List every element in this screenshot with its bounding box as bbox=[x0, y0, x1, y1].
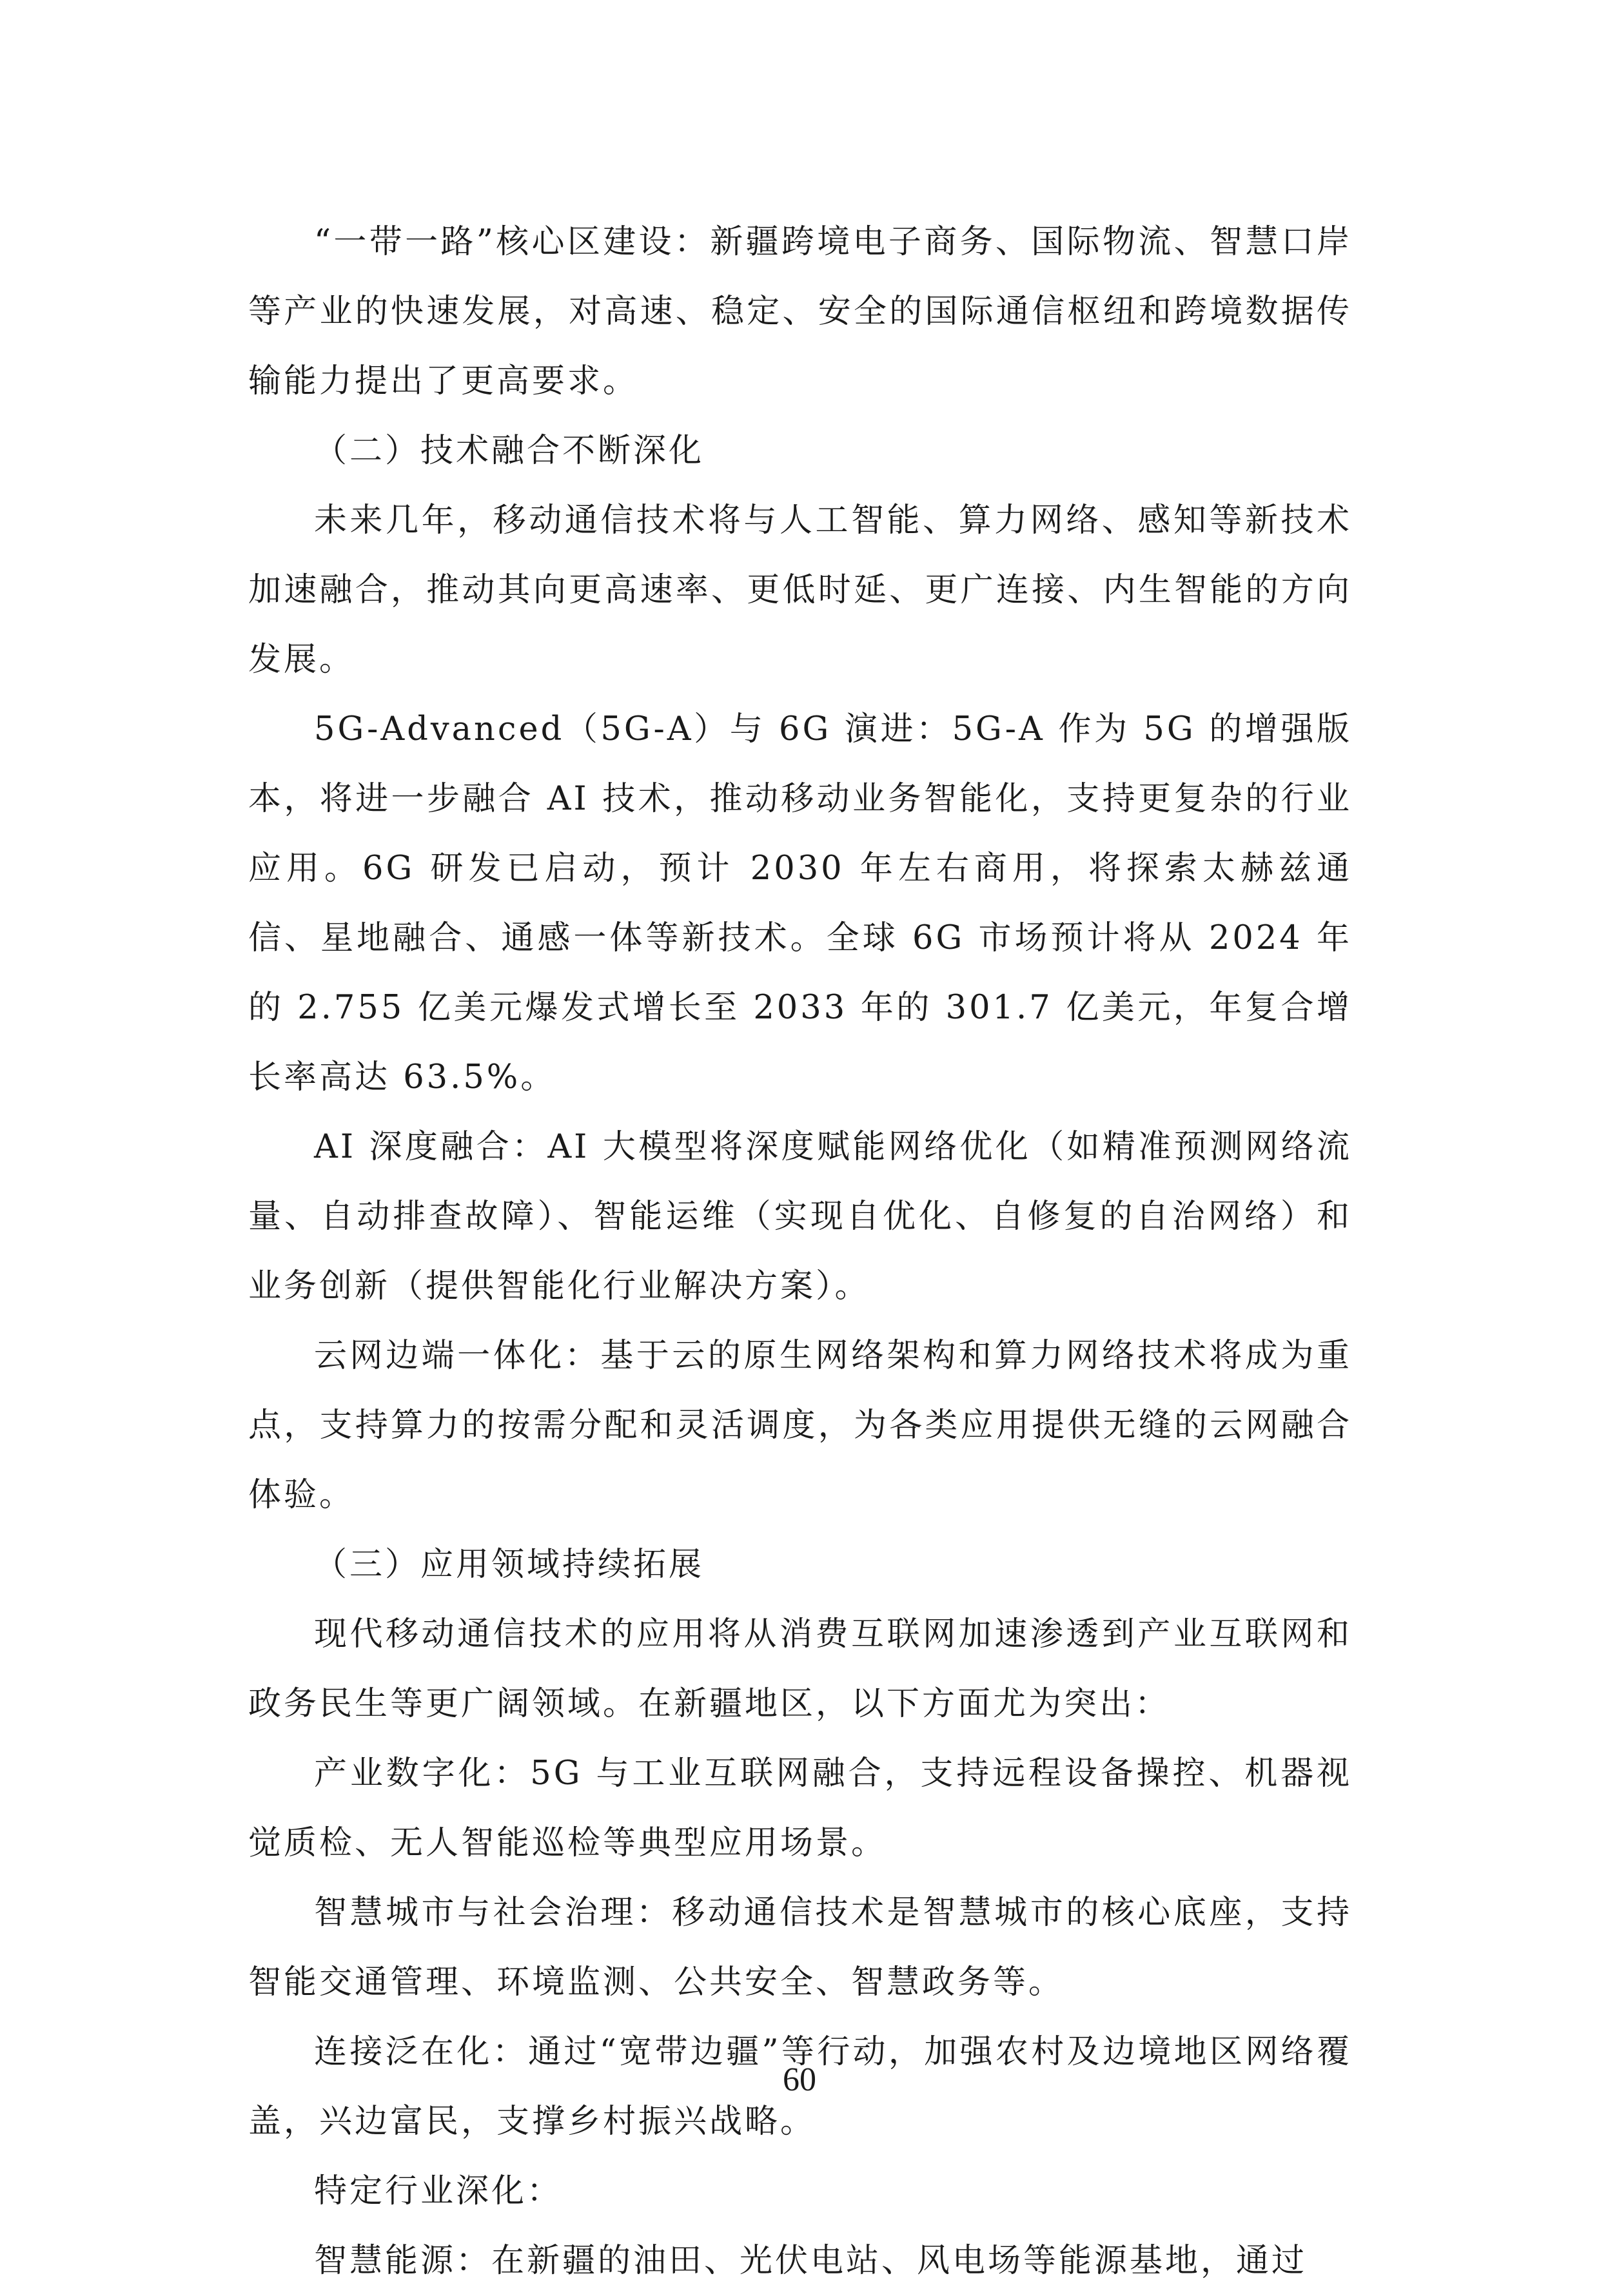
paragraph-application-intro: 现代移动通信技术的应用将从消费互联网加速渗透到产业互联网和政务民生等更广阔领域。在新疆地区，以下方面尤为突出： bbox=[248, 1615, 1352, 1723]
page-body bbox=[248, 208, 1352, 2296]
paragraph-ubiquitous-connection: 连接泛在化：通过“宽带边疆”等行动，加强农村及边境地区网络覆盖，兴边富民，支撑乡村振兴战略。 bbox=[248, 2033, 1352, 2141]
paragraph-specific-industries: 特定行业深化： bbox=[314, 2172, 563, 2210]
page-number: 60 bbox=[783, 2061, 816, 2098]
section-heading-application-fields: （三）应用领域持续拓展 bbox=[314, 1546, 705, 1584]
paragraph-smart-energy: 智慧能源：在新疆的油田、光伏电站、风电场等能源基地，通过 bbox=[314, 2242, 1308, 2280]
paragraph-smart-city: 智慧城市与社会治理：移动通信技术是智慧城市的核心底座，支持智能交通管理、环境监测、公共安全、智慧政务等。 bbox=[248, 1894, 1352, 2001]
paragraph-5g-advanced-6g: 5G-Advanced（5G-A）与 6G 演进：5G-A 作为 5G 的增强版本，将进一步融合 AI 技术，推动移动业务智能化，支持更复杂的行业应用。6G 研发已启动，预计 2030 年左右商用，将探索太赫兹通信、星地融合、通感一体等新技术。全球 6G 市场预计将从 2024 年的 2.755 亿美元爆发式增长至 2033 年的 301.7 亿美元，年复合增长率高达 63.5%。 bbox=[248, 710, 1352, 1096]
section-heading-tech-fusion: （二）技术融合不断深化 bbox=[314, 432, 705, 470]
paragraph-belt-and-road: “一带一路”核心区建设：新疆跨境电子商务、国际物流、智慧口岸等产业的快速发展，对高速、稳定、安全的国际通信枢纽和跨境数据传输能力提出了更高要求。 bbox=[248, 223, 1352, 400]
paragraph-ai-fusion: AI 深度融合：AI 大模型将深度赋能网络优化（如精准预测网络流量、自动排查故障）、智能运维（实现自优化、自修复的自治网络）和业务创新（提供智能化行业解决方案）。 bbox=[248, 1128, 1352, 1305]
paragraph-tech-fusion-intro: 未来几年，移动通信技术将与人工智能、算力网络、感知等新技术加速融合，推动其向更高速率、更低时延、更广连接、内生智能的方向发展。 bbox=[248, 501, 1352, 679]
paragraph-cloud-network-edge: 云网边端一体化：基于云的原生网络架构和算力网络技术将成为重点，支持算力的按需分配和灵活调度，为各类应用提供无缝的云网融合体验。 bbox=[248, 1337, 1352, 1514]
paragraph-industrial-digitalization: 产业数字化：5G 与工业互联网融合，支持远程设备操控、机器视觉质检、无人智能巡检等典型应用场景。 bbox=[248, 1755, 1352, 1862]
